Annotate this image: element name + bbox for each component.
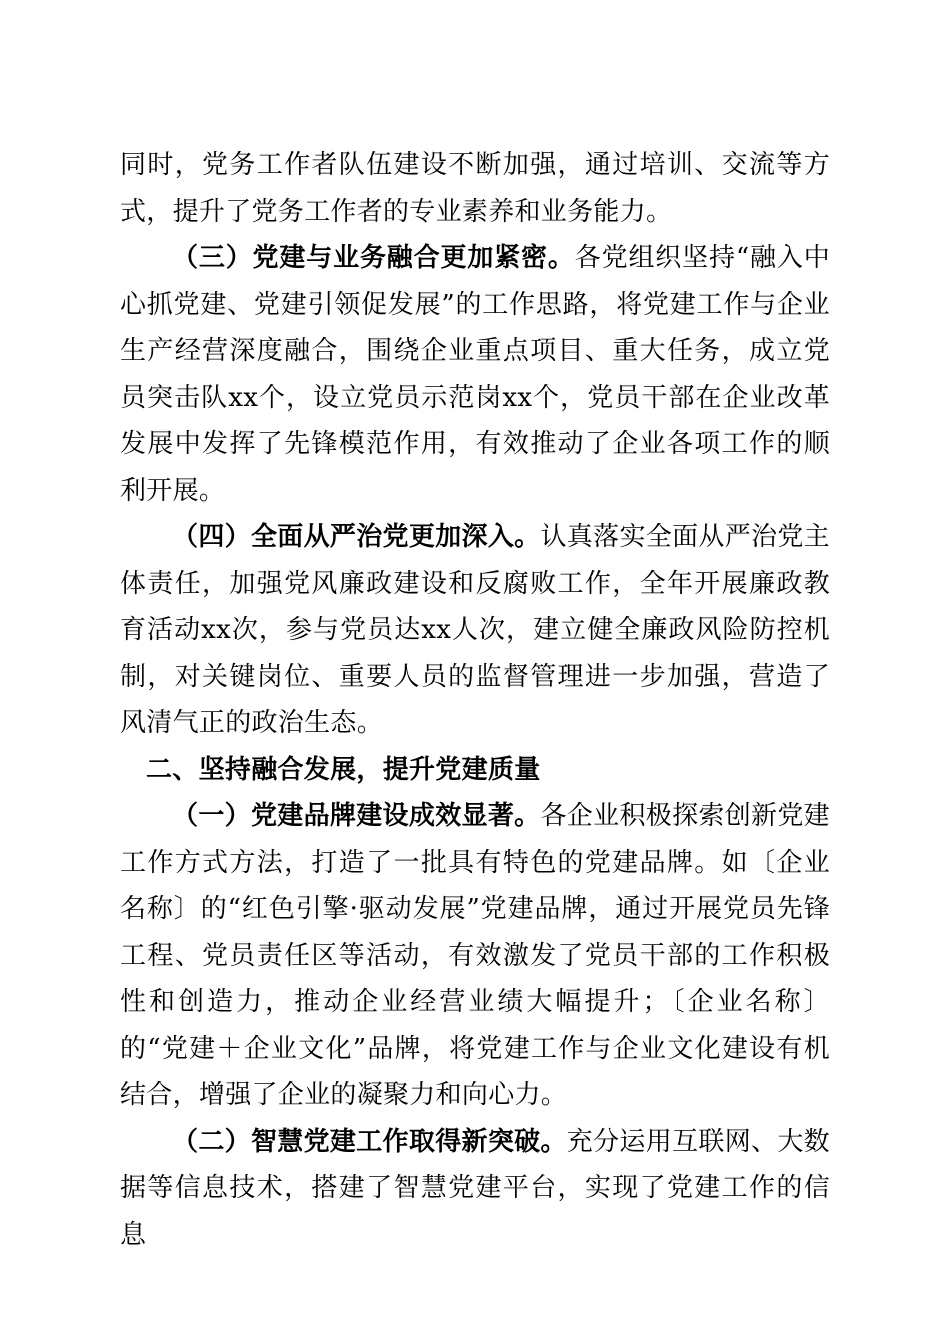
paragraph-lead: （三）党建与业务融合更加紧密。 bbox=[172, 243, 575, 273]
document-body bbox=[120, 142, 830, 1258]
paragraph-lead: （二）智慧党建工作取得新突破。 bbox=[172, 1126, 567, 1157]
paragraph-smart-party-building bbox=[120, 1119, 830, 1259]
paragraph-lead: （一）党建品牌建设成效显著。 bbox=[172, 801, 541, 831]
paragraph-lead: （四）全面从严治党更加深入。 bbox=[172, 522, 541, 552]
paragraph-text: 各企业积极探索创新党建工作方式方法，打造了一批具有特色的党建品牌。如〔企业名称〕的“红色引擎·驱动发展”党建品牌，通过开展党员先锋工程、党员责任区等活动，有效激发了党员干部的工作积极性和创造力，推动企业经营业绩大幅提升；〔企业名称〕的“党建＋企业文化”品牌，将党建工作与企业文化建设有机结合，增强了企业的凝聚力和向心力。 bbox=[120, 801, 830, 1110]
section-heading: 二、坚持融合发展，提升党建质量 bbox=[146, 754, 541, 785]
paragraph-strict-governance bbox=[120, 514, 830, 747]
paragraph-text: 认真落实全面从严治党主体责任，加强党风廉政建设和反腐败工作，全年开展廉政教育活动xx次，参与党员达xx人次，建立健全廉政风险防控机制，对关键岗位、重要人员的监督管理进一步加强，营造了风清气正的政治生态。 bbox=[120, 522, 830, 738]
paragraph-brand-building bbox=[120, 793, 830, 1119]
paragraph-text: 同时，党务工作者队伍建设不断加强，通过培训、交流等方式，提升了党务工作者的专业素养和业务能力。 bbox=[120, 150, 830, 227]
paragraph-continuation bbox=[120, 142, 830, 235]
paragraph-text: 各党组织坚持“融入中心抓党建、党建引领促发展”的工作思路，将党建工作与企业生产经营深度融合，围绕企业重点项目、重大任务，成立党员突击队xx个，设立党员示范岗xx个，党员干部在企业改革发展中发挥了先锋模范作用，有效推动了企业各项工作的顺利开展。 bbox=[120, 243, 830, 506]
paragraph-text: 充分运用互联网、大数据等信息技术，搭建了智慧党建平台，实现了党建工作的信息 bbox=[120, 1126, 830, 1250]
paragraph-party-business-integration bbox=[120, 235, 830, 514]
